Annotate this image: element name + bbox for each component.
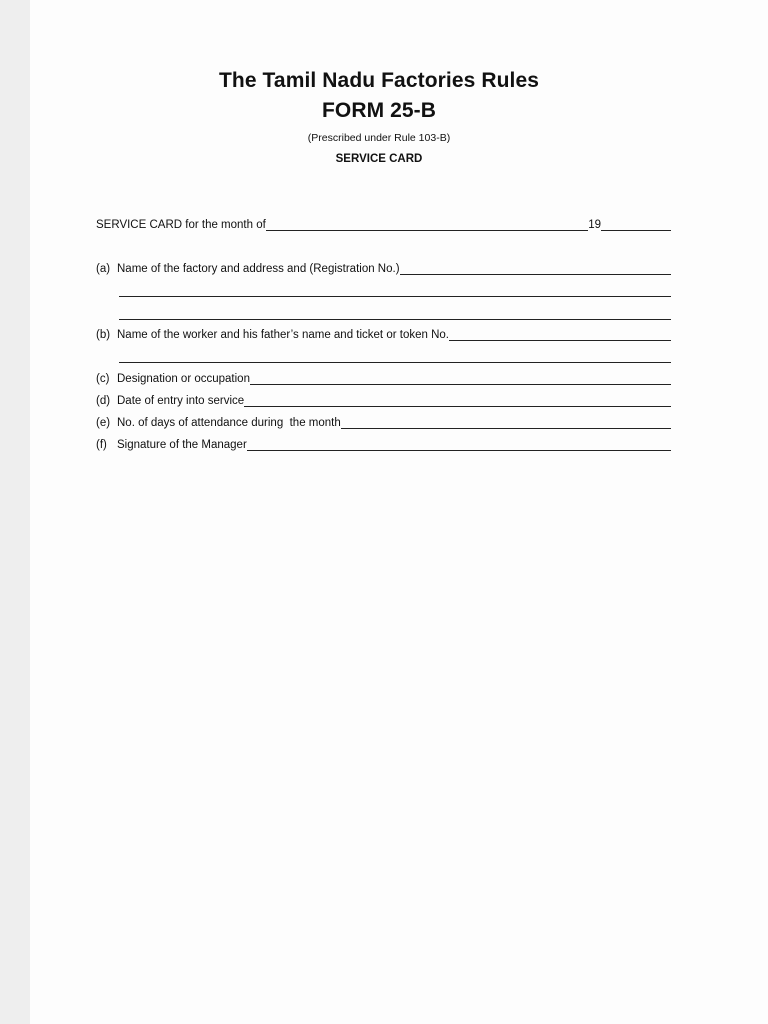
item-marker: (c) bbox=[96, 373, 110, 385]
item-label: Name of the worker and his father’s name and ticket or token No. bbox=[117, 329, 449, 341]
month-label: SERVICE CARD for the month of bbox=[96, 219, 266, 231]
field-row-a bbox=[96, 262, 671, 276]
attendance-input-line[interactable] bbox=[341, 418, 671, 429]
factory-continuation-line[interactable] bbox=[119, 319, 671, 320]
field-row-f bbox=[96, 438, 671, 452]
card-heading: SERVICE CARD bbox=[335, 153, 423, 165]
field-row-e bbox=[96, 416, 671, 430]
item-marker: (e) bbox=[96, 417, 111, 429]
worker-input-line[interactable] bbox=[449, 330, 671, 341]
month-field-row bbox=[96, 218, 671, 232]
document-page bbox=[30, 0, 768, 1024]
item-label: Name of the factory and address and (Registration No.) bbox=[117, 263, 400, 275]
item-marker: (f) bbox=[96, 439, 107, 451]
item-label: Signature of the Manager bbox=[117, 439, 247, 451]
worker-continuation-line[interactable] bbox=[119, 362, 671, 363]
year-prefix: 19 bbox=[588, 219, 601, 231]
prescribed-rule: (Prescribed under Rule 103-B) bbox=[307, 132, 451, 144]
item-marker: (b) bbox=[96, 329, 111, 341]
field-row-c bbox=[96, 372, 671, 386]
field-row-b bbox=[96, 328, 671, 342]
month-input-line[interactable] bbox=[266, 220, 588, 231]
item-label: Designation or occupation bbox=[117, 373, 250, 385]
year-input-line[interactable] bbox=[601, 220, 671, 231]
entry-date-input-line[interactable] bbox=[244, 396, 671, 407]
item-label: No. of days of attendance during the month bbox=[117, 417, 341, 429]
field-row-d bbox=[96, 394, 671, 408]
designation-input-line[interactable] bbox=[250, 374, 671, 385]
item-label: Date of entry into service bbox=[117, 395, 245, 407]
factory-input-line[interactable] bbox=[400, 264, 671, 275]
item-marker: (d) bbox=[96, 395, 111, 407]
item-marker: (a) bbox=[96, 263, 111, 275]
form-number: FORM 25-B bbox=[321, 99, 437, 122]
factory-continuation-line[interactable] bbox=[119, 296, 671, 297]
document-title: The Tamil Nadu Factories Rules bbox=[218, 69, 540, 92]
signature-input-line[interactable] bbox=[247, 440, 671, 451]
